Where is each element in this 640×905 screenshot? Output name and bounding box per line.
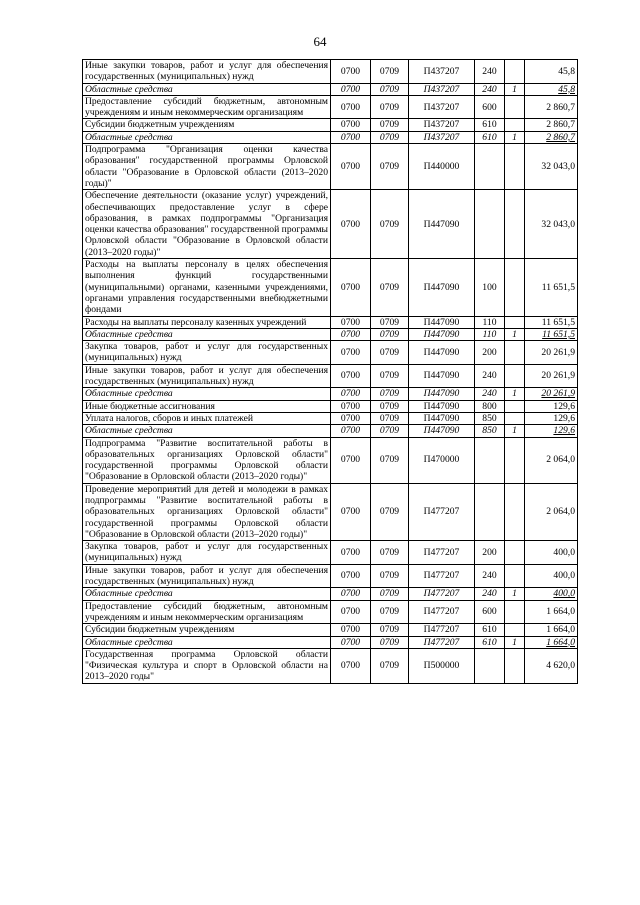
funding-source-code — [505, 483, 525, 540]
target-article-code: П440000 — [409, 144, 475, 190]
subsection-code: 0709 — [371, 400, 409, 412]
amount: 400,0 — [525, 588, 578, 600]
funding-source-code — [505, 60, 525, 84]
amount: 20 261,9 — [525, 341, 578, 365]
row-description: Иные бюджетные ассигнования — [83, 400, 331, 412]
funding-source-code — [505, 648, 525, 683]
subsection-code: 0709 — [371, 648, 409, 683]
amount: 2 064,0 — [525, 437, 578, 483]
subsection-code: 0709 — [371, 60, 409, 84]
section-code: 0700 — [331, 437, 371, 483]
section-code: 0700 — [331, 60, 371, 84]
target-article-code: П477207 — [409, 636, 475, 648]
section-code: 0700 — [331, 425, 371, 437]
row-description: Уплата налогов, сборов и иных платежей — [83, 412, 331, 424]
section-code: 0700 — [331, 144, 371, 190]
table-row — [83, 483, 578, 540]
amount: 2 064,0 — [525, 483, 578, 540]
funding-source-code — [505, 600, 525, 624]
target-article-code: П447090 — [409, 259, 475, 316]
section-code: 0700 — [331, 119, 371, 131]
funding-source-code — [505, 316, 525, 328]
page-number: 64 — [313, 34, 327, 49]
subsection-code: 0709 — [371, 437, 409, 483]
table-row — [83, 144, 578, 190]
expense-type-code: 610 — [475, 131, 505, 143]
amount: 20 261,9 — [525, 388, 578, 400]
section-code: 0700 — [331, 400, 371, 412]
expense-type-code: 110 — [475, 328, 505, 340]
regional-funds-row — [83, 425, 578, 437]
regional-funds-row — [83, 388, 578, 400]
row-description: Государственная программа Орловской области "Физическая культура и спорт в Орловской области на 2013–2020 годы" — [83, 648, 331, 683]
section-code: 0700 — [331, 636, 371, 648]
funding-source-code: 1 — [505, 131, 525, 143]
amount: 4 620,0 — [525, 648, 578, 683]
subsection-code: 0709 — [371, 144, 409, 190]
regional-funds-row — [83, 328, 578, 340]
section-code: 0700 — [331, 483, 371, 540]
target-article-code: П437207 — [409, 95, 475, 119]
table-row — [83, 60, 578, 84]
table-row — [83, 624, 578, 636]
target-article-code: П447090 — [409, 364, 475, 388]
row-description: Закупка товаров, работ и услуг для государственных (муниципальных) нужд — [83, 541, 331, 565]
row-description: Иные закупки товаров, работ и услуг для обеспечения государственных (муниципальных) нужд — [83, 60, 331, 84]
funding-source-code — [505, 341, 525, 365]
amount: 20 261,9 — [525, 364, 578, 388]
target-article-code: П500000 — [409, 648, 475, 683]
expense-type-code: 100 — [475, 259, 505, 316]
row-description: Областные средства — [83, 131, 331, 143]
subsection-code: 0709 — [371, 412, 409, 424]
row-description: Областные средства — [83, 636, 331, 648]
row-description: Субсидии бюджетным учреждениям — [83, 624, 331, 636]
table-row — [83, 600, 578, 624]
amount: 11 651,5 — [525, 259, 578, 316]
expense-type-code: 600 — [475, 95, 505, 119]
table-row — [83, 341, 578, 365]
funding-source-code — [505, 400, 525, 412]
subsection-code: 0709 — [371, 600, 409, 624]
row-description: Проведение мероприятий для детей и молодежи в рамках подпрограммы "Развитие воспитательной работы в образовательных организациях Орловской области" государственной программы Орловской области "Образование в Орловской области (2013–2020 годы)" — [83, 483, 331, 540]
amount: 2 860,7 — [525, 119, 578, 131]
subsection-code: 0709 — [371, 388, 409, 400]
subsection-code: 0709 — [371, 316, 409, 328]
row-description: Подпрограмма "Организация оценки качества образования" государственной программы Орловской области "Образование в Орловской области (2013–2020 годы)" — [83, 144, 331, 190]
section-code: 0700 — [331, 648, 371, 683]
section-code: 0700 — [331, 600, 371, 624]
funding-source-code: 1 — [505, 388, 525, 400]
row-description: Областные средства — [83, 388, 331, 400]
subsection-code: 0709 — [371, 541, 409, 565]
row-description: Предоставление субсидий бюджетным, автономным учреждениям и иным некоммерческим организациям — [83, 600, 331, 624]
section-code: 0700 — [331, 541, 371, 565]
expense-type-code: 240 — [475, 564, 505, 588]
target-article-code: П447090 — [409, 388, 475, 400]
subsection-code: 0709 — [371, 328, 409, 340]
amount: 1 664,0 — [525, 636, 578, 648]
expense-type-code: 110 — [475, 316, 505, 328]
subsection-code: 0709 — [371, 95, 409, 119]
subsection-code: 0709 — [371, 341, 409, 365]
section-code: 0700 — [331, 412, 371, 424]
row-description: Иные закупки товаров, работ и услуг для обеспечения государственных (муниципальных) нужд — [83, 564, 331, 588]
target-article-code: П477207 — [409, 541, 475, 565]
funding-source-code — [505, 364, 525, 388]
amount: 129,6 — [525, 400, 578, 412]
expense-type-code: 240 — [475, 364, 505, 388]
table-row — [83, 400, 578, 412]
subsection-code: 0709 — [371, 83, 409, 95]
funding-source-code — [505, 190, 525, 259]
target-article-code: П477207 — [409, 588, 475, 600]
row-description: Расходы на выплаты персоналу в целях обеспечения выполнения функций государственными (муниципальными) органами, казенными учреждениями, органами управления государственными внебюджетными фондами — [83, 259, 331, 316]
subsection-code: 0709 — [371, 364, 409, 388]
amount: 2 860,7 — [525, 95, 578, 119]
expense-type-code: 800 — [475, 400, 505, 412]
funding-source-code — [505, 564, 525, 588]
expense-type-code: 850 — [475, 412, 505, 424]
subsection-code: 0709 — [371, 564, 409, 588]
amount: 129,6 — [525, 425, 578, 437]
target-article-code: П447090 — [409, 400, 475, 412]
section-code: 0700 — [331, 564, 371, 588]
subsection-code: 0709 — [371, 131, 409, 143]
amount: 2 860,7 — [525, 131, 578, 143]
target-article-code: П437207 — [409, 60, 475, 84]
table-row — [83, 119, 578, 131]
expense-type-code: 610 — [475, 624, 505, 636]
expense-type-code — [475, 144, 505, 190]
target-article-code: П437207 — [409, 119, 475, 131]
amount: 1 664,0 — [525, 624, 578, 636]
expense-type-code — [475, 190, 505, 259]
expense-type-code: 610 — [475, 119, 505, 131]
target-article-code: П447090 — [409, 328, 475, 340]
target-article-code: П447090 — [409, 412, 475, 424]
expense-type-code — [475, 648, 505, 683]
expense-type-code: 240 — [475, 588, 505, 600]
row-description: Закупка товаров, работ и услуг для государственных (муниципальных) нужд — [83, 341, 331, 365]
section-code: 0700 — [331, 328, 371, 340]
regional-funds-row — [83, 83, 578, 95]
funding-source-code: 1 — [505, 425, 525, 437]
funding-source-code — [505, 144, 525, 190]
target-article-code: П447090 — [409, 341, 475, 365]
budget-table — [82, 59, 578, 684]
table-row — [83, 412, 578, 424]
amount: 32 043,0 — [525, 144, 578, 190]
table-row — [83, 564, 578, 588]
expense-type-code: 200 — [475, 341, 505, 365]
amount: 400,0 — [525, 564, 578, 588]
budget-table-body — [83, 60, 578, 684]
section-code: 0700 — [331, 131, 371, 143]
amount: 45,8 — [525, 83, 578, 95]
section-code: 0700 — [331, 83, 371, 95]
expense-type-code: 850 — [475, 425, 505, 437]
funding-source-code — [505, 259, 525, 316]
regional-funds-row — [83, 636, 578, 648]
target-article-code: П477207 — [409, 483, 475, 540]
table-row — [83, 364, 578, 388]
target-article-code: П477207 — [409, 564, 475, 588]
target-article-code: П447090 — [409, 190, 475, 259]
row-description: Иные закупки товаров, работ и услуг для обеспечения государственных (муниципальных) нужд — [83, 364, 331, 388]
amount: 129,6 — [525, 412, 578, 424]
funding-source-code: 1 — [505, 636, 525, 648]
target-article-code: П447090 — [409, 425, 475, 437]
amount: 32 043,0 — [525, 190, 578, 259]
amount: 1 664,0 — [525, 600, 578, 624]
row-description: Областные средства — [83, 588, 331, 600]
expense-type-code: 600 — [475, 600, 505, 624]
amount: 11 651,5 — [525, 316, 578, 328]
target-article-code: П437207 — [409, 131, 475, 143]
regional-funds-row — [83, 131, 578, 143]
row-description: Субсидии бюджетным учреждениям — [83, 119, 331, 131]
funding-source-code: 1 — [505, 328, 525, 340]
subsection-code: 0709 — [371, 588, 409, 600]
table-row — [83, 95, 578, 119]
row-description: Подпрограмма "Развитие воспитательной работы в образовательных организациях Орловской области" государственной программы Орловской области "Образование в Орловской области (2013–2020 годы)" — [83, 437, 331, 483]
section-code: 0700 — [331, 316, 371, 328]
expense-type-code: 240 — [475, 60, 505, 84]
subsection-code: 0709 — [371, 119, 409, 131]
row-description: Обеспечение деятельности (оказание услуг) учреждений, обеспечивающих предоставление услуг в сфере образования, в рамках подпрограммы "Организация оценки качества образования" государственной программы Орловской области "Образование в Орловской области (2013–2020 годы)" — [83, 190, 331, 259]
funding-source-code — [505, 412, 525, 424]
target-article-code: П447090 — [409, 316, 475, 328]
row-description: Областные средства — [83, 83, 331, 95]
expense-type-code: 240 — [475, 388, 505, 400]
section-code: 0700 — [331, 341, 371, 365]
subsection-code: 0709 — [371, 483, 409, 540]
subsection-code: 0709 — [371, 259, 409, 316]
row-description: Предоставление субсидий бюджетным, автономным учреждениям и иным некоммерческим организациям — [83, 95, 331, 119]
expense-type-code — [475, 483, 505, 540]
section-code: 0700 — [331, 364, 371, 388]
section-code: 0700 — [331, 190, 371, 259]
amount: 400,0 — [525, 541, 578, 565]
table-row — [83, 316, 578, 328]
table-row — [83, 259, 578, 316]
target-article-code: П470000 — [409, 437, 475, 483]
funding-source-code: 1 — [505, 588, 525, 600]
amount: 11 651,5 — [525, 328, 578, 340]
row-description: Областные средства — [83, 425, 331, 437]
expense-type-code: 200 — [475, 541, 505, 565]
section-code: 0700 — [331, 259, 371, 316]
funding-source-code — [505, 541, 525, 565]
section-code: 0700 — [331, 388, 371, 400]
amount: 45,8 — [525, 60, 578, 84]
table-row — [83, 190, 578, 259]
funding-source-code — [505, 624, 525, 636]
table-row — [83, 648, 578, 683]
target-article-code: П437207 — [409, 83, 475, 95]
expense-type-code: 610 — [475, 636, 505, 648]
section-code: 0700 — [331, 588, 371, 600]
row-description: Расходы на выплаты персоналу казенных учреждений — [83, 316, 331, 328]
subsection-code: 0709 — [371, 425, 409, 437]
target-article-code: П477207 — [409, 600, 475, 624]
funding-source-code — [505, 437, 525, 483]
table-row — [83, 541, 578, 565]
section-code: 0700 — [331, 624, 371, 636]
section-code: 0700 — [331, 95, 371, 119]
subsection-code: 0709 — [371, 624, 409, 636]
subsection-code: 0709 — [371, 190, 409, 259]
table-row — [83, 437, 578, 483]
expense-type-code: 240 — [475, 83, 505, 95]
funding-source-code — [505, 119, 525, 131]
funding-source-code: 1 — [505, 83, 525, 95]
funding-source-code — [505, 95, 525, 119]
expense-type-code — [475, 437, 505, 483]
target-article-code: П477207 — [409, 624, 475, 636]
regional-funds-row — [83, 588, 578, 600]
subsection-code: 0709 — [371, 636, 409, 648]
row-description: Областные средства — [83, 328, 331, 340]
